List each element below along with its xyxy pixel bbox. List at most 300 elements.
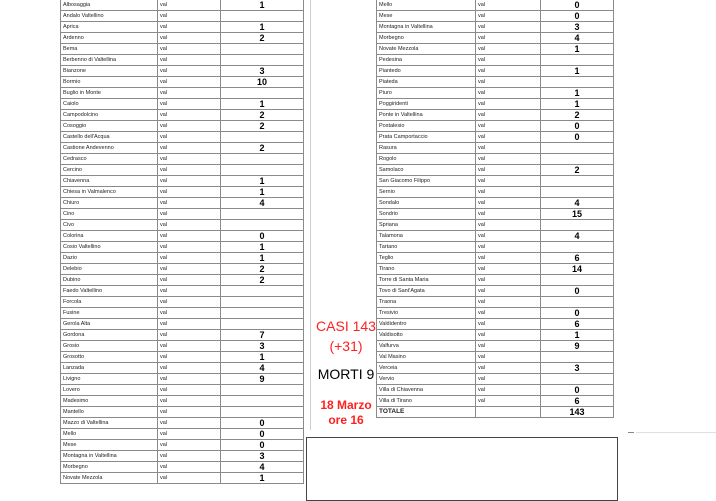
municipality-name-cell: Civo xyxy=(61,220,158,231)
province-cell xyxy=(476,407,541,418)
table-row xyxy=(61,55,304,66)
province-cell: val xyxy=(158,220,221,231)
province-cell: val xyxy=(476,330,541,341)
table-row xyxy=(61,88,304,99)
municipality-name-cell: Montagna in Valtellina xyxy=(61,451,158,462)
municipality-name-cell: Montagna in Valtellina xyxy=(377,22,476,33)
case-count-cell: 1 xyxy=(541,44,614,55)
province-cell: val xyxy=(158,418,221,429)
case-count-cell xyxy=(221,220,304,231)
table-row xyxy=(61,220,304,231)
case-count-cell: 2 xyxy=(221,143,304,154)
case-count-cell xyxy=(221,308,304,319)
table-row xyxy=(377,55,614,66)
table-row xyxy=(61,187,304,198)
municipality-name-cell: Tirano xyxy=(377,264,476,275)
municipality-name-cell: Gerola Alta xyxy=(61,319,158,330)
table-row xyxy=(61,440,304,451)
table-row xyxy=(61,176,304,187)
province-cell: val xyxy=(476,253,541,264)
table-row xyxy=(377,198,614,209)
case-count-cell: 4 xyxy=(221,363,304,374)
page-edge-mark xyxy=(628,432,634,433)
municipality-name-cell: Buglio in Monte xyxy=(61,88,158,99)
municipality-name-cell: San Giacomo Filippo xyxy=(377,176,476,187)
municipality-name-cell: Albosaggia xyxy=(61,0,158,11)
province-cell: val xyxy=(476,88,541,99)
province-cell: val xyxy=(476,297,541,308)
case-count-cell: 3 xyxy=(541,22,614,33)
case-count-cell: 4 xyxy=(541,231,614,242)
province-cell: val xyxy=(158,176,221,187)
table-row xyxy=(61,99,304,110)
province-cell: val xyxy=(158,253,221,264)
province-cell: val xyxy=(476,374,541,385)
municipality-name-cell: Vervio xyxy=(377,374,476,385)
table-row xyxy=(377,220,614,231)
municipality-name-cell: Novate Mezzola xyxy=(61,473,158,484)
case-count-cell xyxy=(541,187,614,198)
case-count-cell xyxy=(541,77,614,88)
left-municipality-table xyxy=(60,0,304,484)
municipality-name-cell: Mello xyxy=(377,0,476,11)
province-cell: val xyxy=(476,11,541,22)
case-count-cell: 6 xyxy=(541,319,614,330)
case-count-cell xyxy=(221,297,304,308)
municipality-name-cell: Gordona xyxy=(61,330,158,341)
municipality-name-cell: Faedo Valtellino xyxy=(61,286,158,297)
table-row xyxy=(61,319,304,330)
municipality-name-cell: Novate Mezzola xyxy=(377,44,476,55)
table-row xyxy=(61,330,304,341)
municipality-name-cell: Livigno xyxy=(61,374,158,385)
case-count-cell: 0 xyxy=(541,121,614,132)
table-row xyxy=(61,121,304,132)
province-cell: val xyxy=(158,275,221,286)
province-cell: val xyxy=(158,264,221,275)
province-cell: val xyxy=(158,407,221,418)
province-cell: val xyxy=(158,0,221,11)
province-cell: val xyxy=(158,22,221,33)
municipality-name-cell: Pedesina xyxy=(377,55,476,66)
municipality-name-cell: Colorina xyxy=(61,231,158,242)
case-count-cell: 1 xyxy=(221,176,304,187)
municipality-name-cell: Tresivio xyxy=(377,308,476,319)
table-row xyxy=(61,143,304,154)
municipality-name-cell: Andalo Valtellino xyxy=(61,11,158,22)
municipality-name-cell: Piuro xyxy=(377,88,476,99)
province-cell: val xyxy=(158,165,221,176)
province-cell: val xyxy=(476,220,541,231)
province-cell: val xyxy=(158,110,221,121)
province-cell: val xyxy=(476,143,541,154)
table-row xyxy=(61,429,304,440)
case-count-cell xyxy=(221,55,304,66)
municipality-name-cell: Lovero xyxy=(61,385,158,396)
table-row xyxy=(61,33,304,44)
table-row xyxy=(377,132,614,143)
municipality-name-cell: Caiolo xyxy=(61,99,158,110)
province-cell: val xyxy=(476,176,541,187)
province-cell: val xyxy=(476,0,541,11)
municipality-name-cell: Villa di Tirano xyxy=(377,396,476,407)
case-count-cell: 15 xyxy=(541,209,614,220)
province-cell: val xyxy=(476,187,541,198)
municipality-name-cell: Castello dell'Acqua xyxy=(61,132,158,143)
table-row xyxy=(61,418,304,429)
municipality-name-cell: Grosio xyxy=(61,341,158,352)
municipality-name-cell: Lanzada xyxy=(61,363,158,374)
table-row xyxy=(61,264,304,275)
province-cell: val xyxy=(476,385,541,396)
municipality-name-cell: Sondrio xyxy=(377,209,476,220)
province-cell: val xyxy=(476,44,541,55)
municipality-name-cell: Cosoggio xyxy=(61,121,158,132)
province-cell: val xyxy=(158,55,221,66)
province-cell: val xyxy=(158,44,221,55)
province-cell: val xyxy=(158,363,221,374)
case-count-cell: 3 xyxy=(221,451,304,462)
table-row xyxy=(377,88,614,99)
province-cell: val xyxy=(158,341,221,352)
table-row xyxy=(377,33,614,44)
municipality-name-cell: Poggiridenti xyxy=(377,99,476,110)
table-row xyxy=(377,341,614,352)
municipality-name-cell: Morbegno xyxy=(61,462,158,473)
province-cell: val xyxy=(476,154,541,165)
table-row xyxy=(377,385,614,396)
case-count-cell: 1 xyxy=(221,187,304,198)
case-count-cell: 0 xyxy=(221,440,304,451)
table-row xyxy=(377,187,614,198)
province-cell: val xyxy=(158,231,221,242)
municipality-name-cell: Torre di Santa Maria xyxy=(377,275,476,286)
cases-total-label: CASI 143 xyxy=(316,318,376,334)
table-row xyxy=(377,0,614,11)
case-count-cell: 0 xyxy=(541,286,614,297)
table-row xyxy=(61,462,304,473)
province-cell: val xyxy=(476,33,541,44)
table-row xyxy=(61,275,304,286)
report-time-label: ore 16 xyxy=(328,413,364,427)
municipality-name-cell: Grosotto xyxy=(61,352,158,363)
table-row xyxy=(377,66,614,77)
table-row xyxy=(377,176,614,187)
case-count-cell: 14 xyxy=(541,264,614,275)
case-count-cell: 9 xyxy=(541,341,614,352)
municipality-name-cell: Piantedo xyxy=(377,66,476,77)
case-count-cell: 0 xyxy=(541,385,614,396)
deaths-label: MORTI 9 xyxy=(317,366,375,382)
table-row xyxy=(377,110,614,121)
case-count-cell: 1 xyxy=(221,22,304,33)
table-row xyxy=(61,132,304,143)
municipality-name-cell: Spriana xyxy=(377,220,476,231)
table-row xyxy=(61,407,304,418)
case-count-cell: 10 xyxy=(221,77,304,88)
province-cell: val xyxy=(158,121,221,132)
table-row xyxy=(61,451,304,462)
case-count-cell xyxy=(221,88,304,99)
province-cell: val xyxy=(476,99,541,110)
case-count-cell xyxy=(541,275,614,286)
case-count-cell: 3 xyxy=(221,66,304,77)
municipality-name-cell: TOTALE xyxy=(377,407,476,418)
municipality-name-cell: Sernio xyxy=(377,187,476,198)
empty-box xyxy=(306,437,618,501)
case-count-cell: 4 xyxy=(221,198,304,209)
table-row xyxy=(61,253,304,264)
province-cell: val xyxy=(158,451,221,462)
case-count-cell: 6 xyxy=(541,253,614,264)
province-cell: val xyxy=(158,154,221,165)
case-count-cell: 6 xyxy=(541,396,614,407)
case-count-cell: 0 xyxy=(221,418,304,429)
case-count-cell: 1 xyxy=(541,88,614,99)
province-cell: val xyxy=(476,242,541,253)
municipality-name-cell: Samolaco xyxy=(377,165,476,176)
table-row xyxy=(61,374,304,385)
province-cell: val xyxy=(158,143,221,154)
municipality-name-cell: Mello xyxy=(61,429,158,440)
case-count-cell: 2 xyxy=(221,264,304,275)
case-count-cell: 1 xyxy=(541,330,614,341)
province-cell: val xyxy=(476,231,541,242)
case-count-cell: 3 xyxy=(221,341,304,352)
page-edge-line xyxy=(636,432,716,433)
case-count-cell xyxy=(541,55,614,66)
table-row xyxy=(377,407,614,418)
table-row xyxy=(61,352,304,363)
case-count-cell: 1 xyxy=(221,253,304,264)
municipality-name-cell: Bema xyxy=(61,44,158,55)
province-cell: val xyxy=(476,275,541,286)
right-municipality-table xyxy=(376,0,614,418)
province-cell: val xyxy=(476,396,541,407)
case-count-cell: 3 xyxy=(541,363,614,374)
municipality-name-cell: Ardenno xyxy=(61,33,158,44)
case-count-cell xyxy=(221,44,304,55)
table-row xyxy=(377,242,614,253)
province-cell: val xyxy=(158,77,221,88)
table-row xyxy=(377,77,614,88)
municipality-name-cell: Tartano xyxy=(377,242,476,253)
province-cell: val xyxy=(158,319,221,330)
province-cell: val xyxy=(476,352,541,363)
municipality-name-cell: Aprica xyxy=(61,22,158,33)
table-row xyxy=(377,143,614,154)
case-count-cell xyxy=(541,352,614,363)
case-count-cell xyxy=(221,132,304,143)
municipality-name-cell: Prata Camportaccio xyxy=(377,132,476,143)
municipality-name-cell: Cino xyxy=(61,209,158,220)
case-count-cell: 1 xyxy=(541,99,614,110)
province-cell: val xyxy=(158,385,221,396)
province-cell: val xyxy=(158,330,221,341)
province-cell: val xyxy=(158,374,221,385)
case-count-cell xyxy=(541,242,614,253)
municipality-name-cell: Delebio xyxy=(61,264,158,275)
municipality-name-cell: Fusine xyxy=(61,308,158,319)
table-row xyxy=(377,231,614,242)
municipality-name-cell: Rasura xyxy=(377,143,476,154)
table-row xyxy=(61,77,304,88)
municipality-name-cell: Bormio xyxy=(61,77,158,88)
case-count-cell: 1 xyxy=(221,0,304,11)
municipality-name-cell: Traona xyxy=(377,297,476,308)
table-row xyxy=(61,0,304,11)
table-row xyxy=(377,44,614,55)
case-count-cell xyxy=(221,209,304,220)
municipality-name-cell: Mazzo di Valtellina xyxy=(61,418,158,429)
province-cell: val xyxy=(158,88,221,99)
table-row xyxy=(61,396,304,407)
province-cell: val xyxy=(158,473,221,484)
province-cell: val xyxy=(476,121,541,132)
table-row xyxy=(377,297,614,308)
province-cell: val xyxy=(158,132,221,143)
municipality-name-cell: Talamona xyxy=(377,231,476,242)
table-row xyxy=(377,330,614,341)
municipality-name-cell: Valdidentro xyxy=(377,319,476,330)
municipality-name-cell: Morbegno xyxy=(377,33,476,44)
table-row xyxy=(377,11,614,22)
table-row xyxy=(61,165,304,176)
municipality-name-cell: Tovo di Sant'Agata xyxy=(377,286,476,297)
case-count-cell xyxy=(221,319,304,330)
case-count-cell xyxy=(541,297,614,308)
province-cell: val xyxy=(476,198,541,209)
municipality-name-cell: Postalesio xyxy=(377,121,476,132)
table-row xyxy=(61,154,304,165)
table-row xyxy=(61,341,304,352)
municipality-name-cell: Castione Andevenno xyxy=(61,143,158,154)
case-count-cell: 1 xyxy=(221,352,304,363)
province-cell: val xyxy=(158,33,221,44)
municipality-name-cell: Valfurva xyxy=(377,341,476,352)
table-row xyxy=(377,275,614,286)
case-count-cell: 9 xyxy=(221,374,304,385)
case-count-cell xyxy=(541,176,614,187)
table-row xyxy=(377,165,614,176)
municipality-name-cell: Mese xyxy=(377,11,476,22)
table-row xyxy=(61,66,304,77)
table-row xyxy=(61,308,304,319)
municipality-name-cell: Chiavenna xyxy=(61,176,158,187)
case-count-cell: 4 xyxy=(541,33,614,44)
case-count-cell: 2 xyxy=(541,110,614,121)
case-count-cell: 7 xyxy=(221,330,304,341)
province-cell: val xyxy=(158,429,221,440)
municipality-name-cell: Mese xyxy=(61,440,158,451)
case-count-cell: 2 xyxy=(221,110,304,121)
table-row xyxy=(377,319,614,330)
province-cell: val xyxy=(476,209,541,220)
province-cell: val xyxy=(158,99,221,110)
province-cell: val xyxy=(476,341,541,352)
municipality-name-cell: Campodolcino xyxy=(61,110,158,121)
case-count-cell: 4 xyxy=(221,462,304,473)
municipality-name-cell: Dubino xyxy=(61,275,158,286)
province-cell: val xyxy=(158,66,221,77)
case-count-cell: 1 xyxy=(221,242,304,253)
municipality-name-cell: Piateda xyxy=(377,77,476,88)
table-row xyxy=(61,198,304,209)
province-cell: val xyxy=(476,363,541,374)
province-cell: val xyxy=(158,209,221,220)
table-row xyxy=(61,44,304,55)
table-row xyxy=(377,209,614,220)
municipality-name-cell: Cosio Valtellino xyxy=(61,242,158,253)
table-row xyxy=(61,385,304,396)
municipality-name-cell: Rogolo xyxy=(377,154,476,165)
case-count-cell xyxy=(541,374,614,385)
municipality-name-cell: Madesimo xyxy=(61,396,158,407)
table-row xyxy=(61,363,304,374)
table-row xyxy=(377,22,614,33)
case-count-cell: 2 xyxy=(221,275,304,286)
case-count-cell: 0 xyxy=(221,231,304,242)
province-cell: val xyxy=(158,286,221,297)
municipality-name-cell: Ponte in Valtellina xyxy=(377,110,476,121)
case-count-cell xyxy=(221,385,304,396)
table-row xyxy=(377,253,614,264)
province-cell: val xyxy=(158,198,221,209)
table-row xyxy=(377,396,614,407)
province-cell: val xyxy=(158,242,221,253)
case-count-cell xyxy=(221,11,304,22)
case-count-cell: 1 xyxy=(221,99,304,110)
municipality-name-cell: Teglio xyxy=(377,253,476,264)
case-count-cell: 1 xyxy=(541,66,614,77)
table-row xyxy=(377,286,614,297)
municipality-name-cell: Val Masino xyxy=(377,352,476,363)
province-cell: val xyxy=(476,55,541,66)
municipality-name-cell: Cercino xyxy=(61,165,158,176)
table-row xyxy=(61,22,304,33)
table-row xyxy=(377,363,614,374)
table-row xyxy=(377,154,614,165)
province-cell: val xyxy=(476,66,541,77)
table-row xyxy=(61,110,304,121)
case-count-cell: 2 xyxy=(221,33,304,44)
province-cell: val xyxy=(476,165,541,176)
table-row xyxy=(377,374,614,385)
case-count-cell xyxy=(541,220,614,231)
municipality-name-cell: Chiuro xyxy=(61,198,158,209)
municipality-name-cell: Valdisotto xyxy=(377,330,476,341)
province-cell: val xyxy=(476,22,541,33)
province-cell: val xyxy=(158,308,221,319)
municipality-name-cell: Dazio xyxy=(61,253,158,264)
column-separator-line xyxy=(310,0,311,430)
province-cell: val xyxy=(476,132,541,143)
table-row xyxy=(377,308,614,319)
municipality-name-cell: Berbenno di Valtellina xyxy=(61,55,158,66)
municipality-name-cell: Verceia xyxy=(377,363,476,374)
case-count-cell xyxy=(221,154,304,165)
case-count-cell xyxy=(541,143,614,154)
case-count-cell: 2 xyxy=(221,121,304,132)
table-row xyxy=(61,231,304,242)
province-cell: val xyxy=(476,264,541,275)
table-row xyxy=(61,297,304,308)
municipality-name-cell: Sondalo xyxy=(377,198,476,209)
case-count-cell xyxy=(221,396,304,407)
province-cell: val xyxy=(158,440,221,451)
table-row xyxy=(377,264,614,275)
municipality-name-cell: Mantello xyxy=(61,407,158,418)
